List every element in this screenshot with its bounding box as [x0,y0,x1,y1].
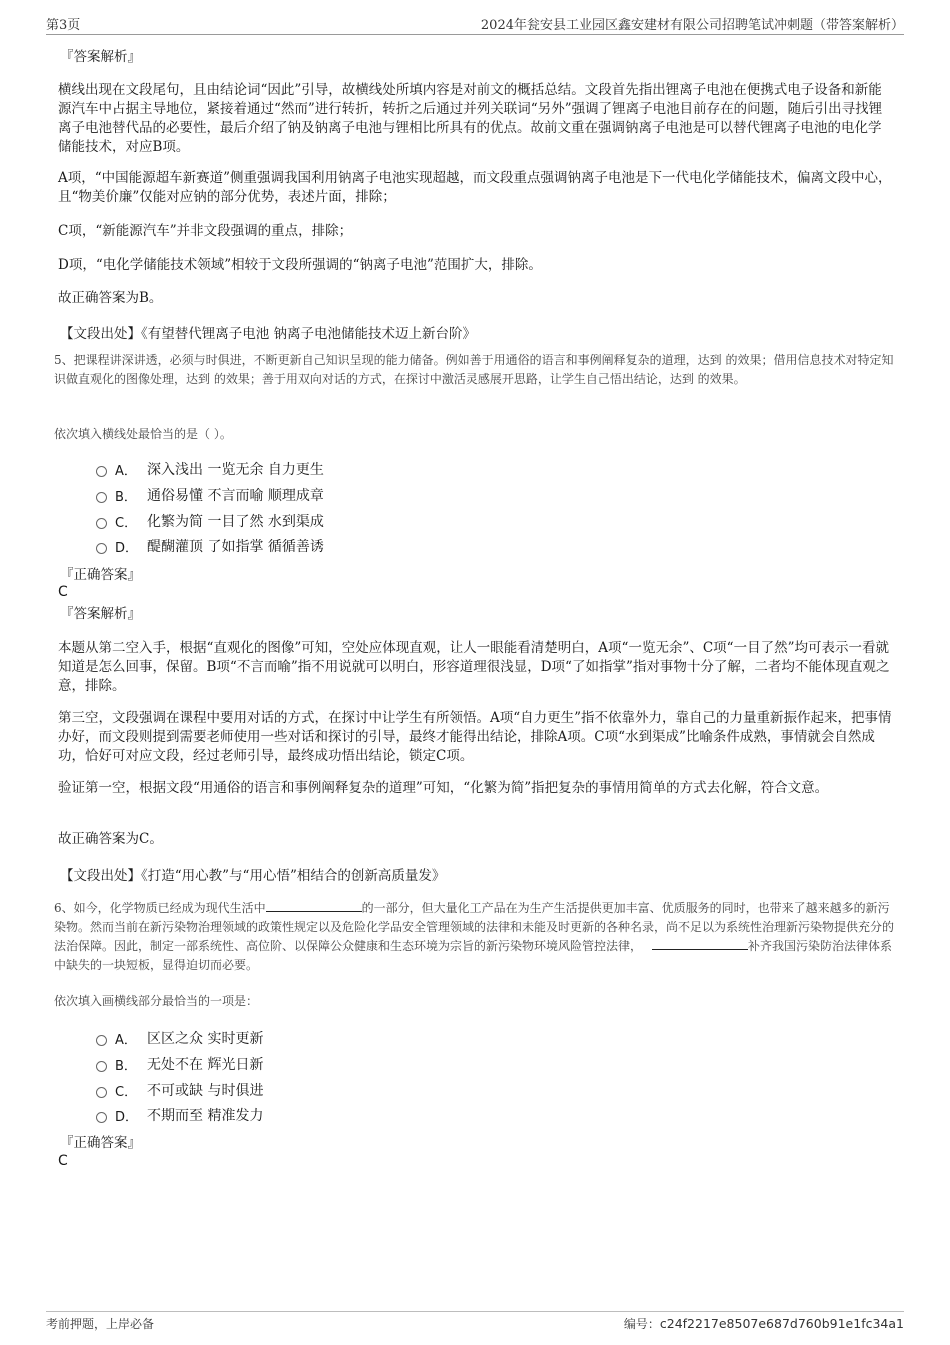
radio-button[interactable] [96,1061,107,1072]
analysis-conclusion: 故正确答案为B。 [58,290,163,306]
radio-button[interactable] [96,518,107,529]
option-letter: C． [115,515,138,531]
analysis-paragraph: A项，“中国能源超车新赛道”侧重强调我国利用钠离子电池实现超越，而文段重点强调钠离子电池是下一代电化学储能技术，偏离文段中心，且“物美价廉”仅能对应钠的部分优势，表述片面，排除； [58,170,892,205]
question-stem [54,899,896,975]
option-text: 不期而至 精准发力 [147,1108,264,1124]
fill-blank-1 [266,899,362,912]
page-footer [46,1311,904,1336]
radio-button[interactable] [96,1087,107,1098]
option-c[interactable] [96,1080,263,1100]
option-letter: B． [115,1058,137,1074]
page-header [46,12,904,35]
analysis-heading: 『答案解析』 [60,49,141,65]
option-text: 化繁为简 一目了然 水到渠成 [147,514,324,530]
option-text: 醍醐灌顶 了如指掌 循循善诱 [147,539,324,555]
document-id [624,1315,904,1332]
option-text: 深入浅出 一览无余 自力更生 [147,462,324,478]
stem-text: 补齐我国污染防治法律体系中缺失的一块短板，显得迫切而必要。 [54,939,893,972]
option-c[interactable] [96,511,324,531]
document-title: 2024年瓮安县工业园区鑫安建材有限公司招聘笔试冲刺题（带答案解析） [480,18,904,33]
analysis-paragraph: 验证第一空，根据文段“用通俗的语言和事例阐释复杂的道理”可知，“化繁为简”指把复杂的事情用简单的方式去化解，符合文意。 [58,780,829,796]
correct-answer: C [58,584,68,600]
question-prompt: 依次填入横线处最恰当的是（ ）。 [54,427,232,441]
analysis-paragraph: 横线出现在文段尾句，且由结论词“因此”引导，故横线处所填内容是对前文的概括总结。文段首先指出锂离子电池在便携式电子设备和新能源汽车中占据主导地位，紧接着通过“然而”进行转折，转折之后通过并列关联词“另外”强调了锂离子电池目前存在的问题，随后引出寻找锂离子电池替代品的必要性，最后介绍了钠及钠离子电池与锂相比所具有的优点。故前文重在强调钠离子电池是可以替代锂离子电池的电化学储能技术，对应B项。 [58,82,883,155]
analysis-paragraph: 本题从第二空入手，根据“直观化的图像”可知，空处应体现直观，让人一眼能看清楚明白，A项“一览无余”、C项“一目了然”均可表示一看就知道是怎么回事，保留。B项“不言而喻”指不用说就可以明白，形容道理很浅显，D项“了如指掌”指对事物十分了解，二者均不能体现直观之意，排除。 [58,640,890,694]
correct-answer-heading: 『正确答案』 [60,1135,141,1151]
question-prompt: 依次填入画横线部分最恰当的一项是： [54,994,259,1008]
option-text: 区区之众 实时更新 [147,1031,264,1047]
option-text: 无处不在 辉光日新 [147,1057,264,1073]
radio-button[interactable] [96,466,107,477]
stem-text: 的一部分，但大量化工产品在为生产生活提供更加丰富、优质服务的同时，也带来了越来越多的新污染物。然而当前在新污染物治理领域的政策性规定以及危险化学品安全管理领域的法律和未能及时更新的各种名录，尚不足以为系统性治理新污染物提供充分的法治保障。因此，制定一部系统性、高位阶、以保障公众健康和生态环境为宗旨的新污染物环境风险管控法律， [54,901,895,953]
analysis-paragraph: D项，“电化学储能技术领域”相较于文段所强调的“钠离子电池”范围扩大，排除。 [58,257,542,273]
stem-text: 6、如今，化学物质已经成为现代生活中 [54,901,266,915]
correct-answer: C [58,1153,68,1169]
analysis-paragraph: C项，“新能源汽车”并非文段强调的重点，排除； [58,223,353,239]
correct-answer-heading: 『正确答案』 [60,567,141,583]
page-number: 第3页 [46,18,81,33]
option-letter: C． [115,1084,138,1100]
option-letter: D． [115,1109,139,1125]
radio-button[interactable] [96,1112,107,1123]
radio-button[interactable] [96,543,107,554]
analysis-paragraph: 第三空，文段强调在课程中要用对话的方式，在探讨中让学生有所领悟。A项“自力更生”指不依靠外力，靠自己的力量重新振作起来，把事情办好，而文段则提到需要老师使用一些对话和探讨的引导，最终才能得出结论，排除A项。C项“水到渠成”比喻条件成熟，事情就会自然成功，恰好可对应文段，经过老师引导，最终成功悟出结论，锁定C项。 [58,710,892,764]
question-stem: 5、把课程讲深讲透，必须与时俱进，不断更新自己知识呈现的能力储备。例如善于用通俗的语言和事例阐释复杂的道理，达到 的效果；借用信息技术对特定知识做直观化的图像处理，达到 的效果；善于用双向对话的方式，在探讨中激活灵感展开思路，让学生自己悟出结论，达到 的效果。 [54,353,894,386]
footer-slogan: 考前押题，上岸必备 [46,1317,155,1331]
analysis-conclusion: 故正确答案为C。 [58,831,163,847]
passage-source: 【文段出处】《有望替代锂离子电池 钠离子电池储能技术迈上新台阶》 [60,326,477,342]
document-id-value: c24f2217e8507e687d760b91e1fc34a1 [659,1316,904,1331]
option-text: 不可或缺 与时俱进 [147,1083,264,1099]
option-a[interactable] [96,459,324,479]
analysis-heading: 『答案解析』 [60,606,141,622]
option-letter: A． [115,1032,137,1048]
option-a[interactable] [96,1028,263,1048]
option-letter: B． [115,489,137,505]
option-text: 通俗易懂 不言而喻 顺理成章 [147,488,324,504]
option-letter: D． [115,540,139,556]
option-letter: A． [115,463,137,479]
option-b[interactable] [96,1054,263,1074]
document-id-label: 编号： [623,1317,660,1331]
fill-blank-2 [652,937,748,950]
option-b[interactable] [96,485,324,505]
passage-source: 【文段出处】《打造“用心教”与“用心悟”相结合的创新高质量发》 [60,868,446,884]
option-d[interactable] [96,1105,263,1125]
option-d[interactable] [96,536,324,556]
radio-button[interactable] [96,492,107,503]
radio-button[interactable] [96,1035,107,1046]
